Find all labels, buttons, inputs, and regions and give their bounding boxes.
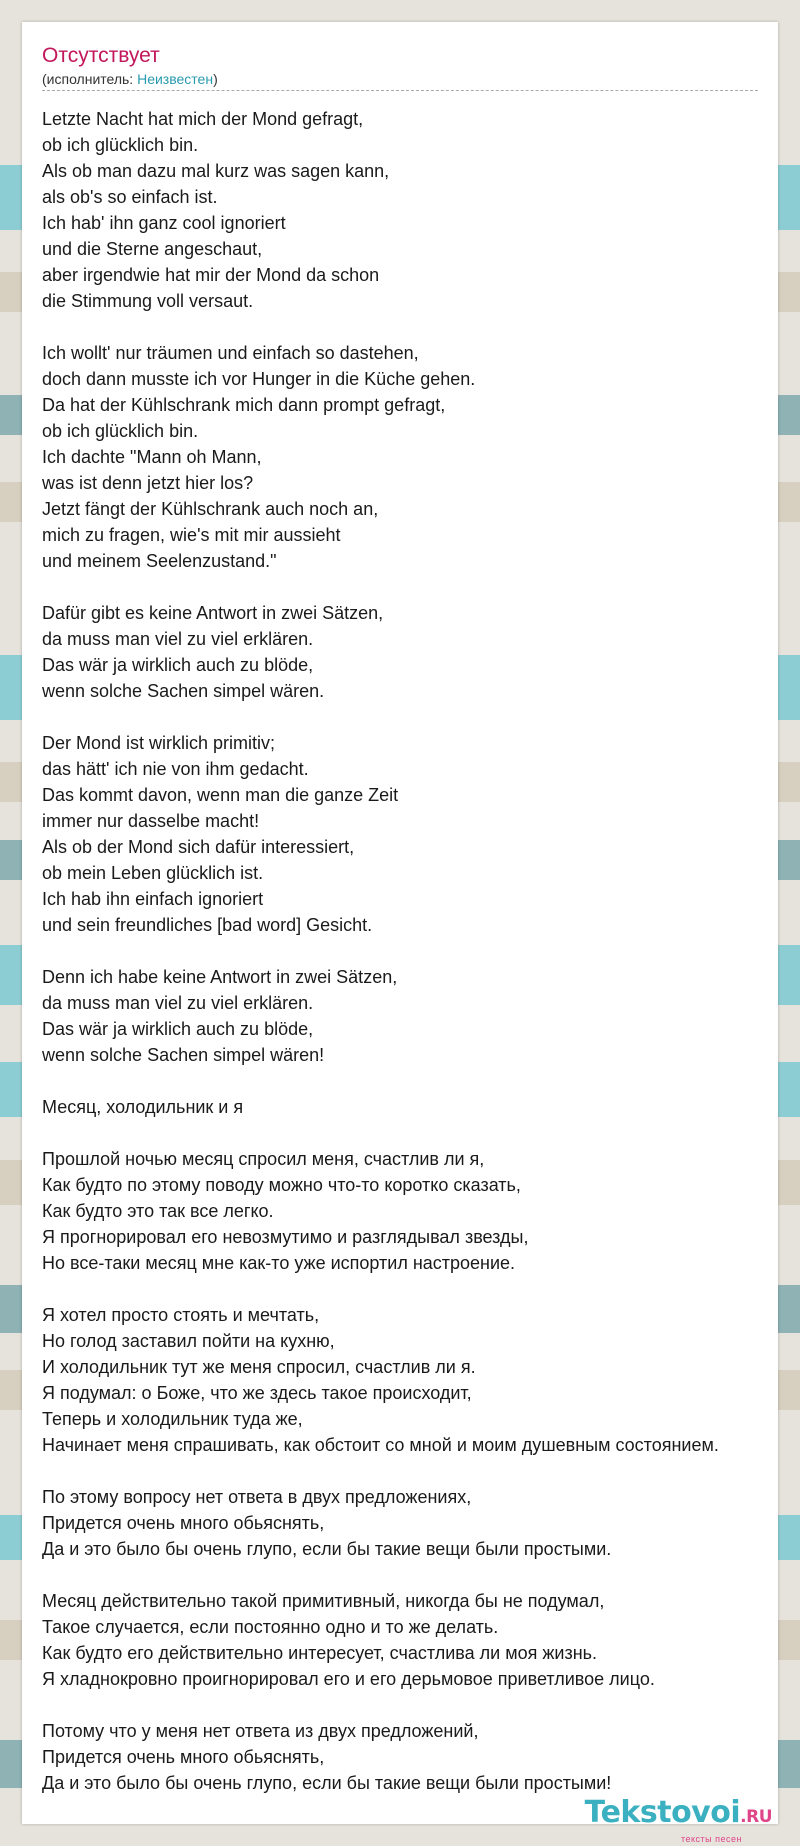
lyric-line: die Stimmung voll versaut.	[42, 291, 254, 311]
lyric-line: Такое случается, если постоянно одно и то же делать.	[42, 1617, 499, 1637]
lyric-line: immer nur dasselbe macht!	[42, 811, 260, 831]
lyric-line	[42, 704, 782, 730]
song-header	[42, 42, 758, 91]
lyric-line	[42, 1692, 782, 1718]
lyric-line: Я хладнокровно проигнорировал его и его дерьмовое приветливое лицо.	[42, 1669, 655, 1689]
lyric-line: das hätt' ich nie von ihm gedacht.	[42, 759, 309, 779]
lyric-line	[42, 1458, 782, 1484]
lyric-line: Letzte Nacht hat mich der Mond gefragt,	[42, 109, 364, 129]
lyric-line: aber irgendwie hat mir der Mond da schon	[42, 265, 380, 285]
lyric-line: Das wär ja wirklich auch zu blöde,	[42, 1019, 314, 1039]
lyric-line: Да и это было бы очень глупо, если бы такие вещи были простыми.	[42, 1539, 612, 1559]
lyric-line: wenn solche Sachen simpel wären.	[42, 681, 325, 701]
lyric-line: da muss man viel zu viel erklären.	[42, 993, 314, 1013]
lyric-line: ob ich glücklich bin.	[42, 421, 199, 441]
lyric-line: ob ich glücklich bin.	[42, 135, 199, 155]
lyric-line: Das kommt davon, wenn man die ganze Zeit	[42, 785, 399, 805]
lyric-line: Als ob der Mond sich dafür interessiert,	[42, 837, 355, 857]
lyric-line: Jetzt fängt der Kühlschrank auch noch an,	[42, 499, 379, 519]
lyric-line: Но все-таки месяц мне как-то уже испортил настроение.	[42, 1253, 516, 1273]
lyric-line: Das wär ja wirklich auch zu blöde,	[42, 655, 314, 675]
lyric-line: И холодильник тут же меня спросил, счастлив ли я.	[42, 1357, 476, 1377]
lyric-line: und meinem Seelenzustand."	[42, 551, 277, 571]
lyric-line	[42, 1276, 782, 1302]
lyrics-card	[22, 22, 778, 1824]
lyric-line: Месяц, холодильник и я	[42, 1097, 244, 1117]
lyric-line: Als ob man dazu mal kurz was sagen kann,	[42, 161, 390, 181]
lyric-line: Прошлой ночью месяц спросил меня, счастлив ли я,	[42, 1149, 485, 1169]
lyric-line: Denn ich habe keine Antwort in zwei Sätzen,	[42, 967, 398, 987]
artist-prefix: (исполнитель:	[42, 71, 138, 87]
lyric-line: Ich wollt' nur träumen und einfach so dastehen,	[42, 343, 419, 363]
lyric-line: Da hat der Kühlschrank mich dann prompt gefragt,	[42, 395, 446, 415]
lyric-line: Начинает меня спрашивать, как обстоит со мной и моим душевным состоянием.	[42, 1435, 719, 1455]
site-logo[interactable]	[572, 1796, 772, 1846]
lyric-line	[42, 938, 782, 964]
lyric-line: Я подумал: о Боже, что же здесь такое происходит,	[42, 1383, 472, 1403]
lyric-line: doch dann musste ich vor Hunger in die Küche gehen.	[42, 369, 476, 389]
lyric-line: da muss man viel zu viel erklären.	[42, 629, 314, 649]
lyric-line: Я прогнорировал его невозмутимо и разглядывал звезды,	[42, 1227, 529, 1247]
lyric-line: wenn solche Sachen simpel wären!	[42, 1045, 325, 1065]
logo-tld: .RU	[740, 1807, 772, 1827]
song-title: Отсутствует	[42, 44, 160, 67]
artist-line	[42, 70, 758, 91]
logo-word: Tekstovoi	[584, 1795, 741, 1830]
lyric-line: und die Sterne angeschaut,	[42, 239, 263, 259]
lyric-line	[42, 314, 782, 340]
lyric-line: Dafür gibt es keine Antwort in zwei Sätzen,	[42, 603, 384, 623]
lyric-line: Ich dachte "Mann oh Mann,	[42, 447, 262, 467]
lyric-line: Ich hab' ihn ganz cool ignoriert	[42, 213, 286, 233]
lyric-line: als ob's so einfach ist.	[42, 187, 218, 207]
lyric-line: und sein freundliches [bad word] Gesicht.	[42, 915, 373, 935]
lyric-line: was ist denn jetzt hier los?	[42, 473, 254, 493]
lyric-line: Der Mond ist wirklich primitiv;	[42, 733, 276, 753]
lyric-line: Как будто его действительно интересует, счастлива ли моя жизнь.	[42, 1643, 598, 1663]
lyrics-body	[42, 106, 782, 1796]
lyric-line: Потому что у меня нет ответа из двух предложений,	[42, 1721, 479, 1741]
lyric-line	[42, 1120, 782, 1146]
lyric-line: Как будто по этому поводу можно что-то коротко сказать,	[42, 1175, 521, 1195]
lyric-line: ob mein Leben glücklich ist.	[42, 863, 264, 883]
lyric-line: Теперь и холодильник туда же,	[42, 1409, 303, 1429]
artist-suffix: )	[213, 71, 218, 87]
artist-link[interactable]: Неизвестен	[137, 71, 214, 87]
lyric-line: mich zu fragen, wie's mit mir aussieht	[42, 525, 341, 545]
lyric-line: Ich hab ihn einfach ignoriert	[42, 889, 264, 909]
lyric-line	[42, 574, 782, 600]
logo-tagline: тексты песен	[680, 1834, 742, 1844]
lyric-line	[42, 1562, 782, 1588]
lyric-line	[42, 1068, 782, 1094]
lyric-line: Придется очень много обьяснять,	[42, 1747, 325, 1767]
lyric-line: Я хотел просто стоять и мечтать,	[42, 1305, 320, 1325]
lyric-line: Да и это было бы очень глупо, если бы такие вещи были простыми!	[42, 1773, 612, 1793]
lyric-line: По этому вопросу нет ответа в двух предложениях,	[42, 1487, 472, 1507]
lyric-line: Как будто это так все легко.	[42, 1201, 274, 1221]
lyric-line: Месяц действительно такой примитивный, никогда бы не подумал,	[42, 1591, 605, 1611]
lyric-line: Но голод заставил пойти на кухню,	[42, 1331, 335, 1351]
lyric-line: Придется очень много обьяснять,	[42, 1513, 325, 1533]
